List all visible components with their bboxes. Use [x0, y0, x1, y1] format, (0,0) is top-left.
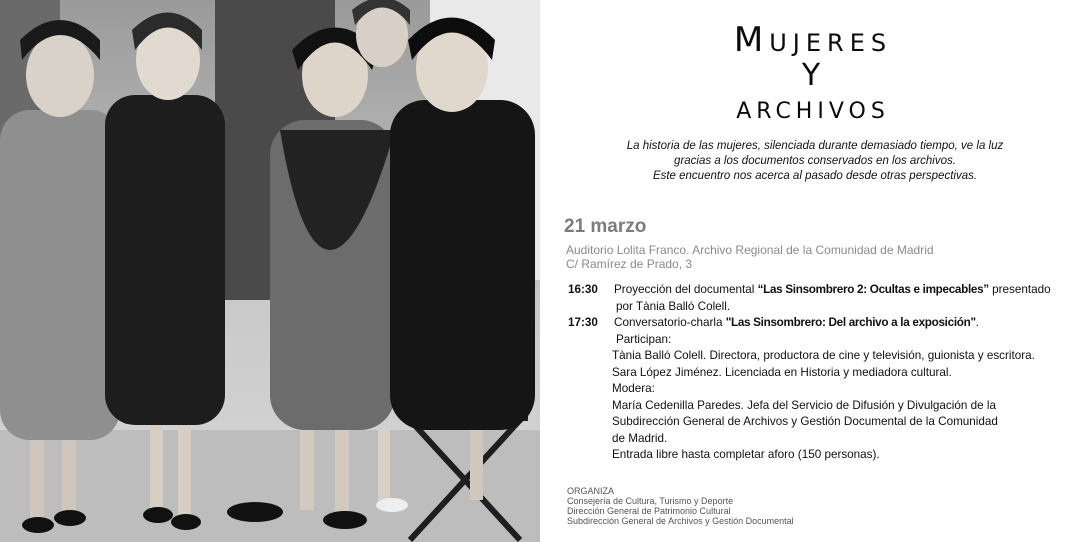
- program-highlight: "Las Sinsombrero: Del archivo a la exposición": [725, 316, 976, 329]
- moderator-line: María Cedenilla Paredes. Jefa del Servicio de Difusión y Divulgación de la: [612, 398, 996, 412]
- event-info-panel: [540, 0, 1086, 542]
- program: [568, 282, 1083, 464]
- participan-label: Participan:: [616, 332, 672, 346]
- venue-name: Auditorio Lolita Franco. Archivo Regional de la Comunidad de Madrid: [566, 243, 934, 257]
- moderator-line: de Madrid.: [612, 431, 668, 445]
- organizer-line: Subdirección General de Archivos y Gestión Documental: [567, 516, 794, 526]
- intro-paragraph: [580, 139, 1050, 184]
- program-item: [568, 315, 1083, 332]
- program-prefix: Conversatorio-charla: [614, 316, 726, 329]
- program-item: [568, 282, 1083, 299]
- participant: Tània Balló Colell. Directora, productora de cine y televisión, guionista y escritora.: [612, 349, 1035, 362]
- program-description: [614, 315, 1086, 332]
- photo-illustration: [0, 0, 540, 542]
- event-date: 21 marzo: [564, 216, 647, 237]
- intro-line: Este encuentro nos acerca al pasado desde otras perspectivas.: [652, 170, 978, 182]
- moderator-line: Subdirección General de Archivos y Gestión Documental de la Comunidad: [612, 415, 998, 428]
- organizer-line: Consejería de Cultura, Turismo y Deporte: [567, 496, 734, 506]
- title-line-2: Y: [801, 58, 825, 93]
- program-time: 17:30: [568, 316, 598, 329]
- intro-line: gracias a los documentos conservados en los archivos.: [674, 155, 956, 167]
- entry-note: Entrada libre hasta completar aforo (150 personas).: [612, 448, 880, 461]
- organizer-label: ORGANIZA: [567, 486, 615, 496]
- organizer-line: Dirección General de Patrimonio Cultural: [567, 506, 731, 516]
- program-continuation: [568, 299, 1083, 316]
- program-highlight: “Las Sinsombrero 2: Ocultas e impecables”: [757, 283, 989, 296]
- program-presenter: por Tània Balló Colell.: [616, 299, 731, 313]
- title-line-1: Mujeres: [733, 20, 893, 60]
- program-description: [614, 282, 1086, 299]
- program-prefix: Proyección del documental: [614, 283, 758, 296]
- participant: Sara López Jiménez. Licenciada en Historia y mediadora cultural.: [612, 365, 952, 379]
- archival-photo: [0, 0, 540, 542]
- event-venue: [566, 243, 934, 271]
- organizer-block: [567, 486, 794, 526]
- modera-label: Modera:: [612, 382, 655, 395]
- program-suffix: presentado: [988, 283, 1051, 296]
- program-suffix: .: [975, 316, 979, 329]
- title-line-3: archivos: [736, 88, 890, 126]
- program-time: 16:30: [568, 283, 598, 296]
- venue-address: C/ Ramírez de Prado, 3: [566, 257, 693, 271]
- intro-line: La historia de las mujeres, silenciada durante demasiado tiempo, ve la luz: [626, 140, 1004, 152]
